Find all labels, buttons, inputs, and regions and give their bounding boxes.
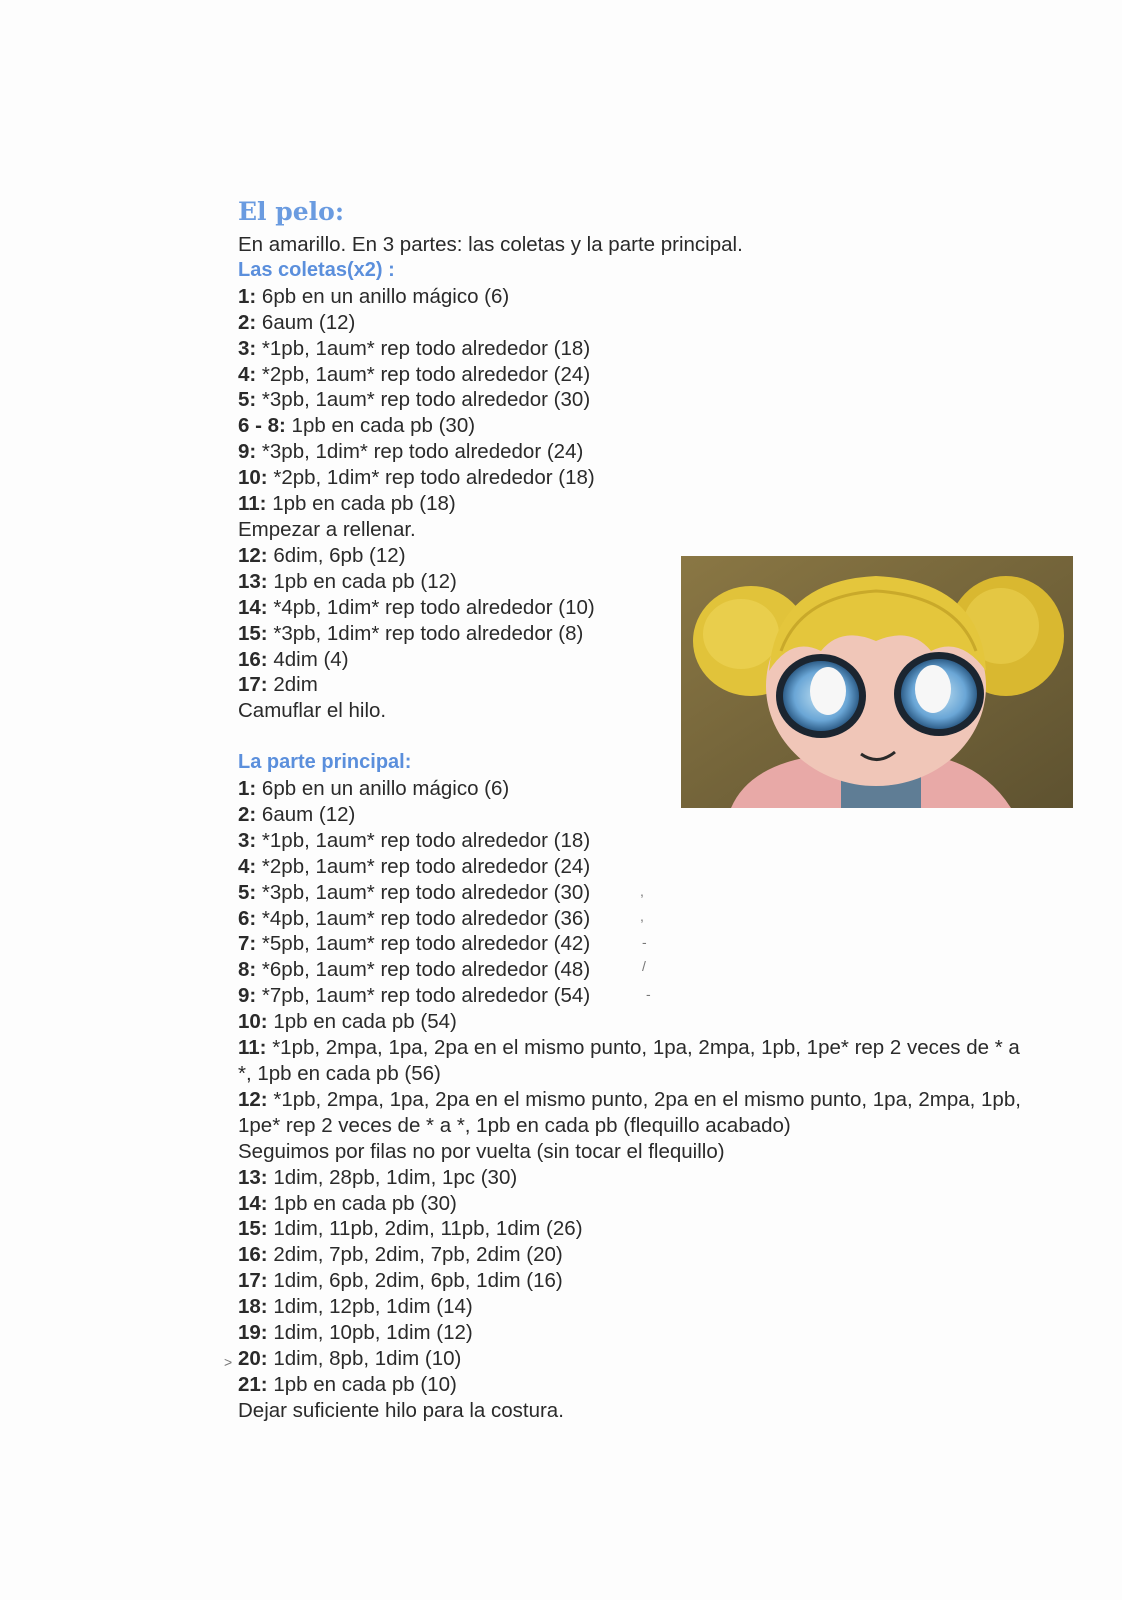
pattern-row: 1: 6pb en un anillo mágico (6) xyxy=(238,777,510,801)
doll-photo xyxy=(681,556,1073,808)
pattern-row-11: 11: *1pb, 2mpa, 1pa, 2pa en el mismo punto, 1pa, 2mpa, 1pb, 1pe* rep 2 veces de * a *, 1pb en cada pb (56) xyxy=(238,1036,1020,1085)
pattern-row: 5: *3pb, 1aum* rep todo alrededor (30) xyxy=(238,388,591,412)
pattern-row: 6: *4pb, 1aum* rep todo alrededor (36) xyxy=(238,906,591,930)
pattern-row: 14: *4pb, 1dim* rep todo alrededor (10) xyxy=(238,595,595,619)
principal-rows-2 xyxy=(238,1165,1058,1398)
pattern-row: 12: 6dim, 6pb (12) xyxy=(238,543,406,567)
pattern-row: 6 - 8: 1pb en cada pb (30) xyxy=(238,414,476,438)
coletas-note-finish: Camuflar el hilo. xyxy=(238,699,387,723)
pen-mark: , xyxy=(640,883,644,899)
principal-note-finish: Dejar suficiente hilo para la costura. xyxy=(238,1398,564,1422)
pattern-row: 3: *1pb, 1aum* rep todo alrededor (18) xyxy=(238,828,591,852)
coletas-heading: Las coletas(x2) : xyxy=(238,258,395,281)
page-title: El pelo: xyxy=(238,197,345,226)
pattern-row: 3: *1pb, 1aum* rep todo alrededor (18) xyxy=(238,336,591,360)
pen-mark: - xyxy=(646,986,651,1002)
pattern-row: 19: 1dim, 10pb, 1dim (12) xyxy=(238,1321,473,1345)
pen-mark: / xyxy=(642,958,646,974)
pattern-row: 11: 1pb en cada pb (18) xyxy=(238,492,456,516)
pattern-row: 18: 1dim, 12pb, 1dim (14) xyxy=(238,1295,473,1319)
pattern-row: 16: 4dim (4) xyxy=(238,647,349,671)
principal-note-rows: Seguimos por filas no por vuelta (sin tocar el flequillo) xyxy=(238,1139,725,1163)
pattern-row: 4: *2pb, 1aum* rep todo alrededor (24) xyxy=(238,854,591,878)
pattern-row: 13: 1pb en cada pb (12) xyxy=(238,569,457,593)
pattern-row: 13: 1dim, 28pb, 1dim, 1pc (30) xyxy=(238,1165,518,1189)
pattern-row: 4: *2pb, 1aum* rep todo alrededor (24) xyxy=(238,362,591,386)
principal-heading: La parte principal: xyxy=(238,751,412,774)
coletas-rows xyxy=(238,284,1058,517)
pattern-row: 2: 6aum (12) xyxy=(238,802,356,826)
pattern-row: 16: 2dim, 7pb, 2dim, 7pb, 2dim (20) xyxy=(238,1243,563,1267)
pattern-row: 5: *3pb, 1aum* rep todo alrededor (30) xyxy=(238,880,591,904)
pattern-row: 14: 1pb en cada pb (30) xyxy=(238,1191,457,1215)
coletas-note-fill: Empezar a rellenar. xyxy=(238,517,416,541)
pattern-row: 17: 2dim xyxy=(238,673,318,697)
pattern-row: 10: 1pb en cada pb (54) xyxy=(238,1010,457,1034)
pattern-row: 9: *3pb, 1dim* rep todo alrededor (24) xyxy=(238,440,584,464)
pattern-row-12: 12: *1pb, 2mpa, 1pa, 2pa en el mismo punto, 2pa en el mismo punto, 1pa, 2mpa, 1pb, 1pe* rep 2 veces de * a *, 1pb en cada pb (flequillo acabado) xyxy=(238,1087,1021,1137)
doll-illustration xyxy=(681,556,1073,808)
pattern-row: 9: *7pb, 1aum* rep todo alrededor (54) xyxy=(238,984,591,1008)
pen-mark: , xyxy=(640,908,644,924)
pattern-row: 15: *3pb, 1dim* rep todo alrededor (8) xyxy=(238,621,584,645)
pattern-row: 15: 1dim, 11pb, 2dim, 11pb, 1dim (26) xyxy=(238,1217,583,1241)
pattern-row: 8: *6pb, 1aum* rep todo alrededor (48) xyxy=(238,958,591,982)
pattern-row: 2: 6aum (12) xyxy=(238,310,356,334)
intro-text: En amarillo. En 3 partes: las coletas y la parte principal. xyxy=(238,233,743,256)
pattern-row: 21: 1pb en cada pb (10) xyxy=(238,1372,457,1396)
pattern-row: 7: *5pb, 1aum* rep todo alrededor (42) xyxy=(238,932,591,956)
pattern-content xyxy=(238,196,1058,1424)
pattern-row: 17: 1dim, 6pb, 2dim, 6pb, 1dim (16) xyxy=(238,1269,563,1293)
pattern-row: 20: 1dim, 8pb, 1dim (10) xyxy=(238,1346,462,1370)
pattern-row: 10: *2pb, 1dim* rep todo alrededor (18) xyxy=(238,466,595,490)
pattern-row: 1: 6pb en un anillo mágico (6) xyxy=(238,284,510,308)
pen-mark: > xyxy=(224,1354,233,1370)
pen-mark: - xyxy=(642,934,647,950)
